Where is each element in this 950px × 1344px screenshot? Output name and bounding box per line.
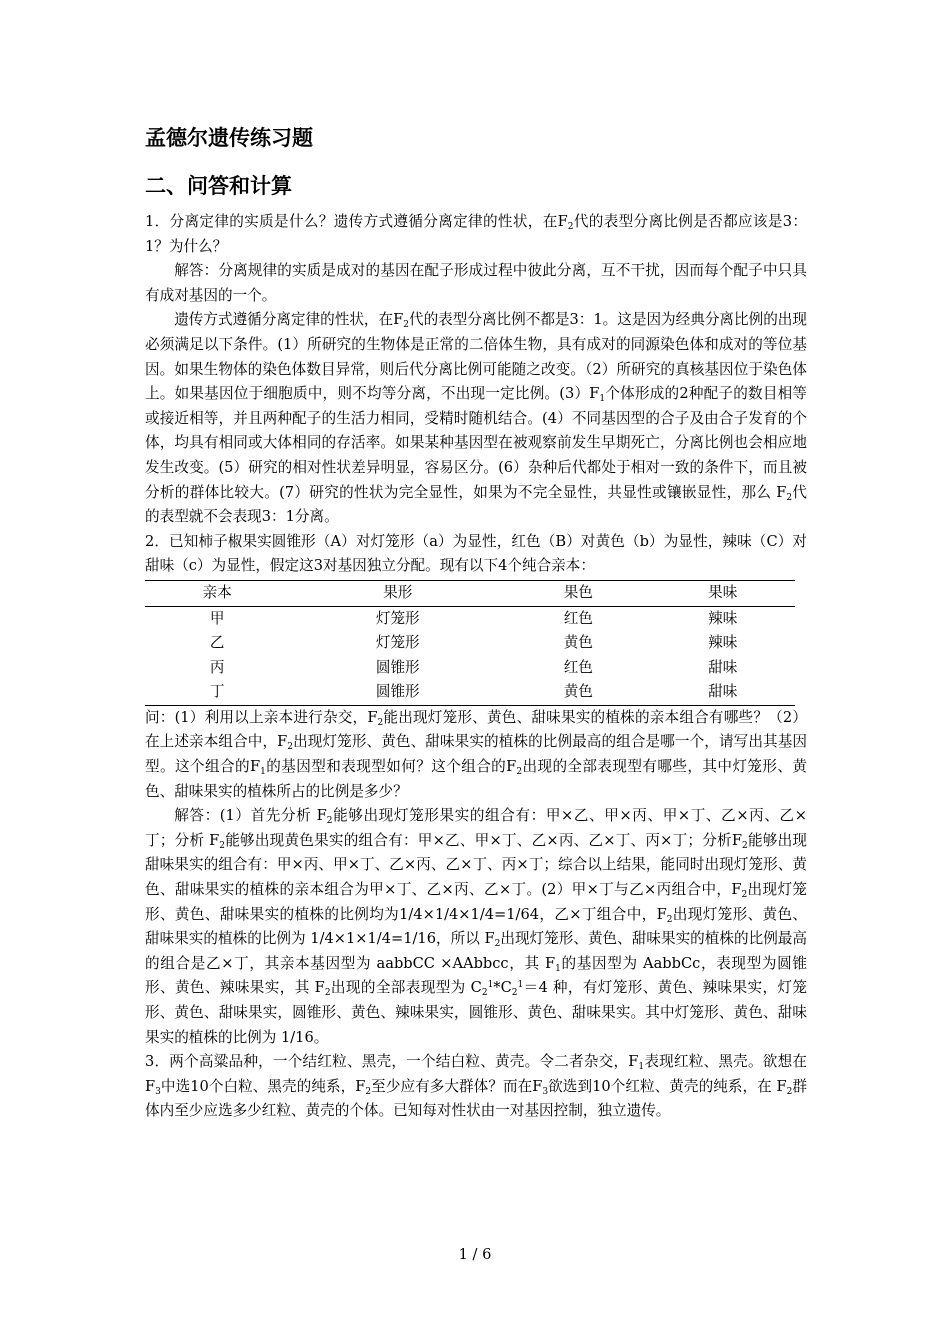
table-header: 果色 [506,580,650,606]
table-cell: 丁 [145,680,289,705]
table-cell: 红色 [563,658,593,676]
table-cell: 灯笼形 [375,609,420,627]
table-cell: 辣味 [708,634,738,652]
table-header: 果味 [651,580,795,606]
parent-table [145,580,795,706]
table-cell: 圆锥形 [289,680,506,705]
question-1: 1．分离定律的实质是什么？遗传方式遵循分离定律的性状，在$F_2$代的表型分离比例是否都应该是3：1？为什么？ [145,213,807,255]
table-header: 果形 [289,580,506,606]
table-header: 亲本 [145,580,289,606]
table-cell: 丙 [209,658,225,676]
question-3: 3．两个高粱品种，一个结红粒、黑壳，一个结白粒、黄壳。令二者杂交，$F_1$表现红粒、黑壳。欲想在$F_3$中选10个白粒、黑壳的纯系，$F_2$至少应有多大群体？而在$F_3$欲选到10个红粒、黄壳的纯系，在 $F_2$群体内至少应选多少红粒、黄壳的个体。已知每对性状由一对基因控制，独立遗传。 [145,1053,807,1120]
table-cell: 甲 [209,609,225,627]
table-cell: 灯笼形 [375,634,420,652]
document-body [145,210,807,1124]
table-row [145,680,795,705]
section-heading: 二、问答和计算 [145,173,292,198]
document-title: 孟德尔遗传练习题 [145,125,313,150]
table-cell: 红色 [563,609,593,627]
table-row [145,606,795,631]
answer-1-part2: 遗传方式遵循分离定律的性状，在$F_2$代的表型分离比例不都是3：1。这是因为经典分离比例的出现必须满足以下条件。(1）所研究的生物体是正常的二倍体生物，具有成对的同源染色体和成对的等位基因。如果生物体的染色体数目异常，则后代分离比例可能随之改变。（2）所研究的真核基因位于染色体上。如果基因位于细胞质中，则不均等分离，不出现一定比例。$(3)F_1$个体形成的2种配子的数目相等或接近相等，并且两种配子的生活力相同，受精时随机结合。(4）不同基因型的合子及由合子发育的个体，均具有相同或大体相同的存活率。如果某种基因型在被观察前发生早期死亡，分离比例也会相应地发生改变。(5）研究的相对性状差异明显，容易区分。(6）杂种后代都处于相对一致的条件下，而且被分析的群体比较大。(7）研究的性状为完全显性，如果为不完全显性，共显性或镶嵌显性，那么 $F_2$代的表型就不会表现3：1分离。 [145,311,808,526]
table-row [145,631,795,656]
document-page [145,118,807,1124]
question-2-ask: 问：(1）利用以上亲本进行杂交，$F_2$能出现灯笼形、黄色、甜味果实的植株的亲本组合有哪些？（2）在上述亲本组合中，$F_2$出现灯笼形、黄色、甜味果实的植株的比例最高的组合是哪一个，请写出其基因型。这个组合的$F_1$的基因型和表现型如何？这个组合的$F_2$出现的全部表现型有哪些，其中灯笼形、黄色、甜味果实的植株所占的比例是多少？ [145,708,807,800]
answer-2: 解答：(1）首先分析 $F_2$能够出现灯笼形果实的组合有：甲×乙、甲×丙、甲×丁、乙×丙、乙×丁；分析 $F_2$能够出现黄色果实的组合有：甲×乙、甲×丁、乙×丙、乙×丁、丙×丁；分析$F_2$能够出现甜味果实的组合有：甲×丙、甲×丁、乙×丙、乙×丁、丙×丁；综合以上结果，能同时出现灯笼形、黄色、甜味果实的植株的亲本组合为甲×丁、乙×丙、乙×丁。(2）甲×丁与乙×丙组合中，$F_2$出现灯笼形、黄色、甜味果实的植株的比例均为1/4×1/4×1/4=1/64，乙×丁组合中，$F_2$出现灯笼形、黄色、甜味果实的植株的比例为 1/4×1×1/4=1/16，所以 $F_2$出现灯笼形、黄色、甜味果实的植株的比例最高的组合是乙×丁，其亲本基因型为 aabbCC ×AAbbcc，其 $F_1$的基因型为 AabbCc，表现型为圆锥形、黄色、辣味果实，其 $F_2$出现的全部表现型为 $C_2^1*C_2^1=4$ 种，有灯笼形、黄色、辣味果实，灯笼形、黄色、甜味果实，圆锥形、黄色、辣味果实，圆锥形、黄色、甜味果实。其中灯笼形、黄色、甜味果实的植株的比例为 1/16。 [145,807,808,1046]
table-cell: 甜味 [651,680,795,705]
table-cell: 黄色 [563,634,593,652]
table-row [145,656,795,681]
table-cell: 辣味 [708,609,738,627]
question-2-intro: 2．已知柿子椒果实圆锥形（A）对灯笼形（a）为显性，红色（B）对黄色（b）为显性，辣味（C）对甜味（c）为显性，假定这3对基因独立分配。现有以下4个纯合亲本： [145,532,807,575]
table-cell: 圆锥形 [375,658,420,676]
table-header-row [145,580,795,606]
table-cell: 乙 [209,634,225,652]
answer-1-part1: 解答：分离规律的实质是成对的基因在配子形成过程中彼此分离，互不干扰，因而每个配子中只具有成对基因的一个。 [145,262,807,304]
table-cell: 甜味 [708,658,738,676]
page-number: 1 / 6 [458,1246,492,1263]
table-cell: 黄色 [506,680,650,705]
